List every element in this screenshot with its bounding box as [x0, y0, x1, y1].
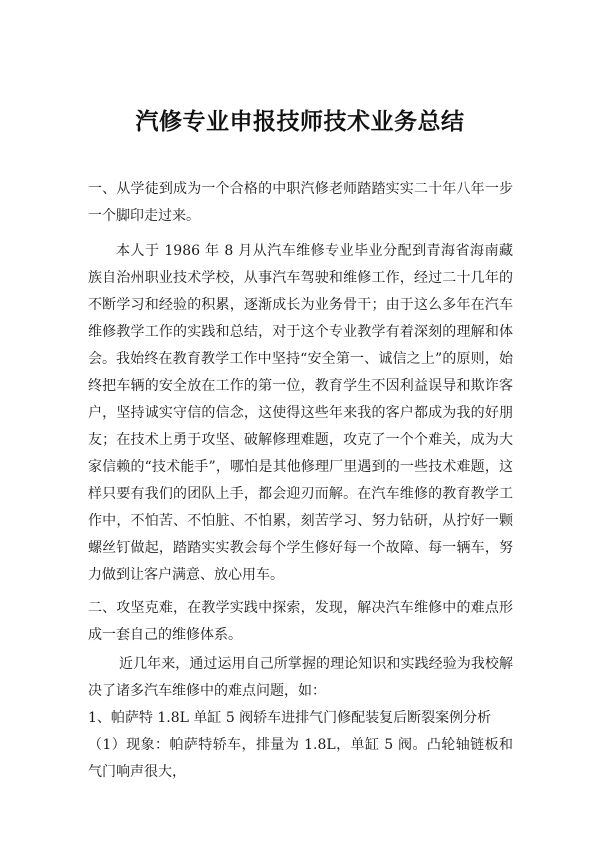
paragraph-intro: 本人于 1986 年 8 月从汽车维修专业毕业分配到青海省海南藏族自治州职业技术学校，从事汽车驾驶和维修工作，经过二十几年的不断学习和经验的积累，逐渐成长为业务骨干；由于这么多年在汽车维修教学工作的实践和总结，对于这个专业教学有着深刻的理解和体会。: [88, 243, 513, 367]
case-1-phenomenon: （1）现象：帕萨特轿车，排量为 1.8L，单缸 5 阀。凸轮轴链板和气门响声很大，: [88, 737, 513, 780]
section-1-heading: 一、从学徒到成为一个合格的中职汽修老师踏踏实实二十年八年一步一个脚印走过来。: [88, 181, 513, 224]
document-title: 汽修专业申报技师技术业务总结: [135, 108, 465, 135]
case-1-title: 1、帕萨特 1.8L 单缸 5 阀轿车进排气门修配装复后断裂案例分析: [88, 710, 492, 726]
section-2-heading: 二、攻坚克难，在教学实践中探索，发现，解决汽车维修中的难点形成一套自己的维修体系。: [88, 600, 513, 643]
paragraph-recent-years: 近几年来，通过运用自己所掌握的理论知识和实践经验为我校解决了诸多汽车维修中的难点问题，如：: [88, 656, 513, 699]
paragraph-principle: 我始终在教育教学工作中坚持“安全第一、诚信之上”的原则，始终把车辆的安全放在工作的第一位，教育学生不因利益误导和欺诈客户，坚持诚实守信的信念，这使得这些年来我的客户都成为我的好朋友；在技术上勇于攻坚、破解修理难题，攻克了一个个难关，成为大家信赖的“技术能手”，哪怕是其他修理厂里遇到的一些技术难题，这样只要有我们的团队上手，都会迎刃而解。在汽车维修的教育教学工作中，不怕苦、不怕脏、不怕累，刻苦学习、努力钻研，从拧好一颗螺丝钉做起，踏踏实实教会每个学生修好每一个故障、每一辆车，努力做到让客户满意、放心用车。: [88, 351, 513, 583]
